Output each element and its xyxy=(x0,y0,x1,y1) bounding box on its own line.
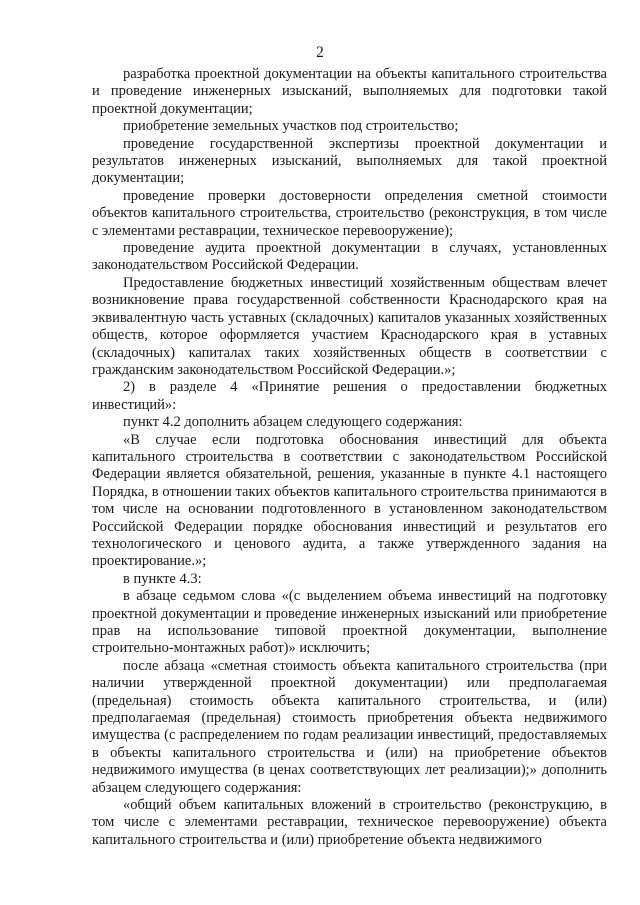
page-number: 2 xyxy=(316,44,324,61)
paragraph-clause-4-2: пункт 4.2 дополнить абзацем следующего содержания: xyxy=(123,414,463,431)
paragraph-audit: проведение аудита проектной документации в случаях, установленных законодательством Российской Федерации. xyxy=(92,240,607,274)
paragraph-land-acquisition: приобретение земельных участков под строительство; xyxy=(123,118,459,135)
document-body xyxy=(92,66,607,849)
paragraph-investments-to-companies: Предоставление бюджетных инвестиций хозяйственным обществам влечет возникновение права государственной собственности Краснодарского края на эквивалентную часть уставных (складочных) капиталов указанных хозяйственных обществ, которое оформляется участием Краснодарского края в уставных (складочных) капиталах таких хозяйственных обществ в соответствии с гражданским законодательством Российской Федерации.»; xyxy=(92,274,607,378)
paragraph-seventh-abzac: в абзаце седьмом слова «(с выделением объема инвестиций на подготовку проектной документации и проведение инженерных изысканий или приобретение прав на использование типовой проектной документации, выполнение строительно-монтажных работ)» исключить; xyxy=(92,588,607,657)
paragraph-after-abzac: после абзаца «сметная стоимость объекта капитального строительства (при наличии утвержденной проектной документации) или предполагаемая (предельная) стоимость объекта капитального строительства, и (или) предполагаемая (предельная) стоимость приобретения объекта недвижимого имущества (с распределением по годам реализации инвестиций, предоставляемых в объекты капитального строительства и (или) на приобретение объектов недвижимого имущества (в ценах соответствующих лет реализации);» дополнить абзацем следующего содержания: xyxy=(92,657,607,796)
paragraph-clause-4-3: в пункте 4.3: xyxy=(123,570,202,587)
paragraph-state-expertise: проведение государственной экспертизы проектной документации и результатов инженерных изысканий, выполняемых для такой проектной документации; xyxy=(92,135,607,187)
paragraph-cost-verification: проведение проверки достоверности определения сметной стоимости объектов капитального строительства, строительство (реконструкция, в том числе с элементами реставрации, техническое перевооружение); xyxy=(92,187,607,239)
paragraph-clause-4-2-text: «В случае если подготовка обоснования инвестиций для объекта капитального строительства в соответствии с законодательством Российской Федерации является обязательной, решения, указанные в пункте 4.1 настоящего Порядка, в отношении таких объектов капитального строительства принимаются в том числе на основании подготовленного в установленном законодательством Российской Федерации порядке обоснования инвестиций и результатов его технологического и ценового аудита, а также утвержденного задания на проектирование.»; xyxy=(92,431,607,570)
paragraph-capital-investment: «общий объем капитальных вложений в строительство (реконструкцию, в том числе с элементами реставрации, техническое перевооружение) объекта капитального строительства и (или) приобретение объекта недвижимого xyxy=(92,797,607,848)
paragraph-section-4: 2) в разделе 4 «Принятие решения о предоставлении бюджетных инвестиций»: xyxy=(92,379,607,413)
paragraph-design-documentation: разработка проектной документации на объекты капитального строительства и проведение инженерных изысканий, выполняемых для подготовки такой проектной документации; xyxy=(92,66,607,117)
